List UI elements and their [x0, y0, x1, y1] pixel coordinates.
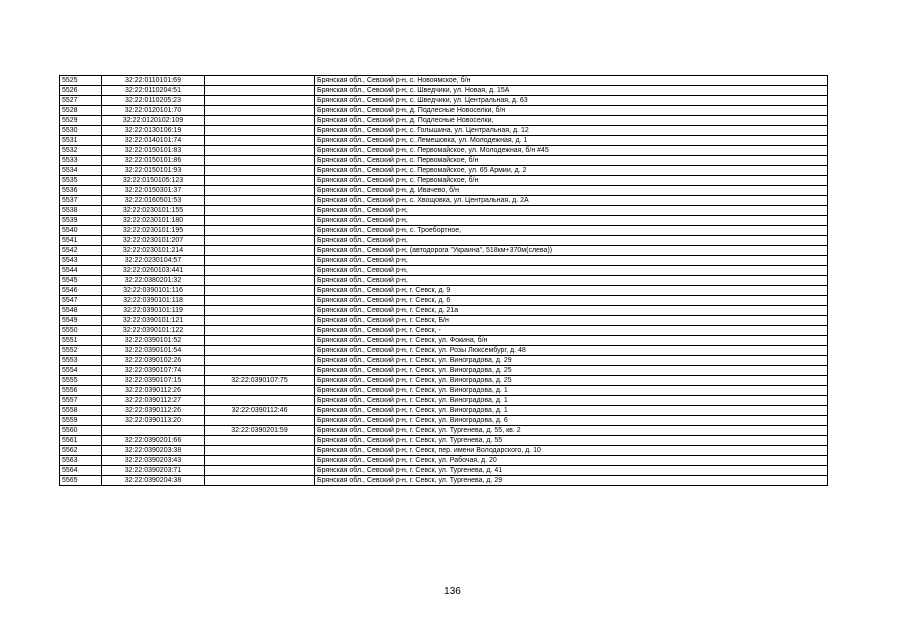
row-number-cell: 5530: [60, 126, 102, 136]
row-number-cell: 5543: [60, 256, 102, 266]
row-number-cell: 5561: [60, 436, 102, 446]
address-cell: Брянская обл., Севский р-н,: [315, 216, 828, 226]
table-row: [60, 316, 828, 326]
row-number-cell: 5564: [60, 466, 102, 476]
row-number-cell: 5528: [60, 106, 102, 116]
row-number-cell: 5529: [60, 116, 102, 126]
table-body: [60, 76, 828, 486]
table-row: [60, 366, 828, 376]
row-number-cell: 5553: [60, 356, 102, 366]
linked-cadastral-number-cell: [205, 456, 315, 466]
table-row: [60, 266, 828, 276]
linked-cadastral-number-cell: [205, 366, 315, 376]
table-row: [60, 276, 828, 286]
address-cell: Брянская обл., Севский р-н, г. Севск, ул. Рабочая, д. 20: [315, 456, 828, 466]
cadastral-number-cell: 32:22:0390101:54: [102, 346, 205, 356]
row-number-cell: 5540: [60, 226, 102, 236]
linked-cadastral-number-cell: [205, 166, 315, 176]
cadastral-number-cell: 32:22:0120102:109: [102, 116, 205, 126]
linked-cadastral-number-cell: [205, 296, 315, 306]
cadastral-number-cell: 32:22:0390101:122: [102, 326, 205, 336]
row-number-cell: 5526: [60, 86, 102, 96]
cadastral-number-cell: 32:22:0230101:155: [102, 206, 205, 216]
table-row: [60, 396, 828, 406]
linked-cadastral-number-cell: [205, 286, 315, 296]
table-row: [60, 306, 828, 316]
cadastral-number-cell: 32:22:0230101:195: [102, 226, 205, 236]
address-cell: Брянская обл., Севский р-н, г. Севск, ул. Фокина, б/н: [315, 336, 828, 346]
table-row: [60, 106, 828, 116]
table-row: [60, 336, 828, 346]
address-cell: Брянская обл., Севский р-н, г. Севск, ул. Тургенева, д. 29: [315, 476, 828, 486]
linked-cadastral-number-cell: [205, 316, 315, 326]
table-row: [60, 216, 828, 226]
address-cell: Брянская обл., Севский р-н, д. Подлесные Новоселки, б/н: [315, 106, 828, 116]
cadastral-number-cell: 32:22:0140101:74: [102, 136, 205, 146]
row-number-cell: 5558: [60, 406, 102, 416]
address-cell: Брянская обл., Севский р-н, с. Лемешовка, ул. Молодежная, д. 1: [315, 136, 828, 146]
linked-cadastral-number-cell: [205, 446, 315, 456]
row-number-cell: 5545: [60, 276, 102, 286]
linked-cadastral-number-cell: [205, 326, 315, 336]
row-number-cell: 5556: [60, 386, 102, 396]
cadastral-number-cell: 32:22:0390203:71: [102, 466, 205, 476]
table-row: [60, 176, 828, 186]
linked-cadastral-number-cell: [205, 396, 315, 406]
table-row: [60, 86, 828, 96]
table-row: [60, 156, 828, 166]
cadastral-number-cell: 32:22:0390112:26: [102, 406, 205, 416]
linked-cadastral-number-cell: [205, 346, 315, 356]
linked-cadastral-number-cell: [205, 466, 315, 476]
row-number-cell: 5563: [60, 456, 102, 466]
table-row: [60, 426, 828, 436]
row-number-cell: 5525: [60, 76, 102, 86]
row-number-cell: 5557: [60, 396, 102, 406]
row-number-cell: 5536: [60, 186, 102, 196]
cadastral-number-cell: 32:22:0150301:37: [102, 186, 205, 196]
address-cell: Брянская обл., Севский р-н, (автодорога "Украина", 518км+370м(слева)): [315, 246, 828, 256]
linked-cadastral-number-cell: [205, 86, 315, 96]
row-number-cell: 5552: [60, 346, 102, 356]
row-number-cell: 5527: [60, 96, 102, 106]
row-number-cell: 5541: [60, 236, 102, 246]
cadastral-number-cell: 32:22:0230101:214: [102, 246, 205, 256]
address-cell: Брянская обл., Севский р-н, г. Севск, ул. Виноградова, д. 25: [315, 376, 828, 386]
row-number-cell: 5565: [60, 476, 102, 486]
cadastral-number-cell: 32:22:0120101:70: [102, 106, 205, 116]
cadastral-number-cell: 32:22:0110204:51: [102, 86, 205, 96]
linked-cadastral-number-cell: 32:22:0390201:59: [205, 426, 315, 436]
linked-cadastral-number-cell: [205, 356, 315, 366]
cadastral-number-cell: 32:22:0390102:26: [102, 356, 205, 366]
table-row: [60, 146, 828, 156]
address-cell: Брянская обл., Севский р-н, г. Севск, ул. Виноградова, д. 29: [315, 356, 828, 366]
row-number-cell: 5562: [60, 446, 102, 456]
cadastral-number-cell: 32:22:0110101:69: [102, 76, 205, 86]
table-row: [60, 446, 828, 456]
row-number-cell: 5560: [60, 426, 102, 436]
address-cell: Брянская обл., Севский р-н,: [315, 256, 828, 266]
row-number-cell: 5539: [60, 216, 102, 226]
address-cell: Брянская обл., Севский р-н, г. Севск, ул. Виноградова, д. 6: [315, 416, 828, 426]
cadastral-number-cell: 32:22:0390112:26: [102, 386, 205, 396]
cadastral-number-cell: 32:22:0230101:207: [102, 236, 205, 246]
linked-cadastral-number-cell: [205, 206, 315, 216]
cadastral-number-cell: 32:22:0150101:86: [102, 156, 205, 166]
table-row: [60, 166, 828, 176]
table-row: [60, 406, 828, 416]
table-row: [60, 96, 828, 106]
linked-cadastral-number-cell: [205, 156, 315, 166]
linked-cadastral-number-cell: [205, 146, 315, 156]
linked-cadastral-number-cell: [205, 116, 315, 126]
cadastral-number-cell: 32:22:0390201:66: [102, 436, 205, 446]
cadastral-number-cell: 32:22:0150101:83: [102, 146, 205, 156]
cadastral-number-cell: 32:22:0390101:52: [102, 336, 205, 346]
linked-cadastral-number-cell: [205, 76, 315, 86]
linked-cadastral-number-cell: [205, 236, 315, 246]
linked-cadastral-number-cell: [205, 136, 315, 146]
table-row: [60, 456, 828, 466]
table-row: [60, 356, 828, 366]
linked-cadastral-number-cell: 32:22:0390107:75: [205, 376, 315, 386]
address-cell: Брянская обл., Севский р-н, г. Севск, ул. Виноградова, д. 1: [315, 386, 828, 396]
row-number-cell: 5532: [60, 146, 102, 156]
row-number-cell: 5542: [60, 246, 102, 256]
address-cell: Брянская обл., Севский р-н, с. Голышина, ул. Центральная, д. 12: [315, 126, 828, 136]
table-row: [60, 346, 828, 356]
linked-cadastral-number-cell: [205, 226, 315, 236]
cadastral-number-cell: 32:22:0390112:27: [102, 396, 205, 406]
address-cell: Брянская обл., Севский р-н,: [315, 206, 828, 216]
address-cell: Брянская обл., Севский р-н, с. Первомайское, ул. 65 Армии, д. 2: [315, 166, 828, 176]
address-cell: Брянская обл., Севский р-н, г. Севск, д. 6: [315, 296, 828, 306]
cadastral-number-cell: 32:22:0110205:23: [102, 96, 205, 106]
address-cell: Брянская обл., Севский р-н, д. Подлесные Новоселки,: [315, 116, 828, 126]
table-row: [60, 416, 828, 426]
address-cell: Брянская обл., Севский р-н, г. Севск, пер. имени Володарского, д. 10: [315, 446, 828, 456]
page-number: 136: [444, 586, 461, 597]
address-cell: Брянская обл., Севский р-н, г. Севск, Б/н: [315, 316, 828, 326]
address-cell: Брянская обл., Севский р-н, с. Хвощовка, ул. Центральная, д. 2А: [315, 196, 828, 206]
address-cell: Брянская обл., Севский р-н, д. Ивачево, б/н: [315, 186, 828, 196]
linked-cadastral-number-cell: [205, 256, 315, 266]
row-number-cell: 5535: [60, 176, 102, 186]
cadastral-number-cell: 32:22:0230104:57: [102, 256, 205, 266]
linked-cadastral-number-cell: [205, 186, 315, 196]
cadastral-number-cell: 32:22:0390101:119: [102, 306, 205, 316]
table-row: [60, 386, 828, 396]
address-cell: Брянская обл., Севский р-н, г. Севск, ул. Тургенева, д. 41: [315, 466, 828, 476]
row-number-cell: 5559: [60, 416, 102, 426]
cadastral-number-cell: [102, 426, 205, 436]
cadastral-number-cell: 32:22:0390113:20: [102, 416, 205, 426]
cadastral-number-cell: 32:22:0390204:38: [102, 476, 205, 486]
table-row: [60, 326, 828, 336]
cadastral-number-cell: 32:22:0230101:180: [102, 216, 205, 226]
address-cell: Брянская обл., Севский р-н,: [315, 276, 828, 286]
linked-cadastral-number-cell: [205, 276, 315, 286]
address-cell: Брянская обл., Севский р-н, г. Севск, ул. Виноградова, д. 25: [315, 366, 828, 376]
linked-cadastral-number-cell: [205, 386, 315, 396]
linked-cadastral-number-cell: [205, 216, 315, 226]
table-row: [60, 376, 828, 386]
address-cell: Брянская обл., Севский р-н,: [315, 266, 828, 276]
cadastral-number-cell: 32:22:0150105:123: [102, 176, 205, 186]
linked-cadastral-number-cell: [205, 246, 315, 256]
linked-cadastral-number-cell: [205, 416, 315, 426]
row-number-cell: 5550: [60, 326, 102, 336]
address-cell: Брянская обл., Севский р-н, г. Севск, -: [315, 326, 828, 336]
row-number-cell: 5544: [60, 266, 102, 276]
cadastral-number-cell: 32:22:0380201:32: [102, 276, 205, 286]
row-number-cell: 5546: [60, 286, 102, 296]
linked-cadastral-number-cell: [205, 306, 315, 316]
address-cell: Брянская обл., Севский р-н, с. Троебортное,: [315, 226, 828, 236]
linked-cadastral-number-cell: [205, 266, 315, 276]
table-row: [60, 136, 828, 146]
row-number-cell: 5554: [60, 366, 102, 376]
linked-cadastral-number-cell: [205, 106, 315, 116]
table-row: [60, 186, 828, 196]
linked-cadastral-number-cell: [205, 196, 315, 206]
address-cell: Брянская обл., Севский р-н, г. Севск, ул. Розы Люксембург, д. 48: [315, 346, 828, 356]
table-row: [60, 286, 828, 296]
land-register-table: [59, 75, 828, 486]
address-cell: Брянская обл., Севский р-н, г. Севск, ул. Тургенева, д. 55, кв. 2: [315, 426, 828, 436]
cadastral-number-cell: 32:22:0390107:74: [102, 366, 205, 376]
cadastral-number-cell: 32:22:0390107:15: [102, 376, 205, 386]
address-cell: Брянская обл., Севский р-н,: [315, 236, 828, 246]
table-row: [60, 466, 828, 476]
table-row: [60, 126, 828, 136]
row-number-cell: 5555: [60, 376, 102, 386]
table-row: [60, 246, 828, 256]
address-cell: Брянская обл., Севский р-н, с. Первомайское, б/н: [315, 156, 828, 166]
cadastral-number-cell: 32:22:0390101:121: [102, 316, 205, 326]
address-cell: Брянская обл., Севский р-н, с. Шведчики, ул. Новая, д. 15А: [315, 86, 828, 96]
table-row: [60, 226, 828, 236]
linked-cadastral-number-cell: [205, 176, 315, 186]
address-cell: Брянская обл., Севский р-н, г. Севск, ул. Виноградова, д. 1: [315, 406, 828, 416]
table-row: [60, 476, 828, 486]
address-cell: Брянская обл., Севский р-н, г. Севск, д. 9: [315, 286, 828, 296]
row-number-cell: 5538: [60, 206, 102, 216]
address-cell: Брянская обл., Севский р-н, с. Первомайское, ул. Молодежная, б/н #45: [315, 146, 828, 156]
row-number-cell: 5547: [60, 296, 102, 306]
cadastral-number-cell: 32:22:0390101:116: [102, 286, 205, 296]
table-row: [60, 296, 828, 306]
table-row: [60, 76, 828, 86]
row-number-cell: 5548: [60, 306, 102, 316]
linked-cadastral-number-cell: [205, 96, 315, 106]
linked-cadastral-number-cell: [205, 336, 315, 346]
linked-cadastral-number-cell: 32:22:0390112:46: [205, 406, 315, 416]
address-cell: Брянская обл., Севский р-н, с. Первомайское, б/н: [315, 176, 828, 186]
table-row: [60, 436, 828, 446]
linked-cadastral-number-cell: [205, 476, 315, 486]
table-row: [60, 256, 828, 266]
linked-cadastral-number-cell: [205, 436, 315, 446]
row-number-cell: 5533: [60, 156, 102, 166]
row-number-cell: 5551: [60, 336, 102, 346]
cadastral-number-cell: 32:22:0130106:19: [102, 126, 205, 136]
row-number-cell: 5534: [60, 166, 102, 176]
address-cell: Брянская обл., Севский р-н, г. Севск, ул. Виноградова, д. 1: [315, 396, 828, 406]
address-cell: Брянская обл., Севский р-н, с. Новоямское, б/н: [315, 76, 828, 86]
linked-cadastral-number-cell: [205, 126, 315, 136]
cadastral-number-cell: 32:22:0390101:118: [102, 296, 205, 306]
table-row: [60, 116, 828, 126]
address-cell: Брянская обл., Севский р-н, с. Шведчики, ул. Центральная, д. 63: [315, 96, 828, 106]
cadastral-number-cell: 32:22:0390203:38: [102, 446, 205, 456]
table-row: [60, 236, 828, 246]
cadastral-number-cell: 32:22:0260103:441: [102, 266, 205, 276]
address-cell: Брянская обл., Севский р-н, г. Севск, д. 21а: [315, 306, 828, 316]
row-number-cell: 5537: [60, 196, 102, 206]
table-row: [60, 196, 828, 206]
address-cell: Брянская обл., Севский р-н, г. Севск, ул. Тургенева, д. 55: [315, 436, 828, 446]
table-row: [60, 206, 828, 216]
row-number-cell: 5531: [60, 136, 102, 146]
cadastral-number-cell: 32:22:0390203:43: [102, 456, 205, 466]
row-number-cell: 5549: [60, 316, 102, 326]
cadastral-number-cell: 32:22:0160501:53: [102, 196, 205, 206]
cadastral-number-cell: 32:22:0150101:93: [102, 166, 205, 176]
